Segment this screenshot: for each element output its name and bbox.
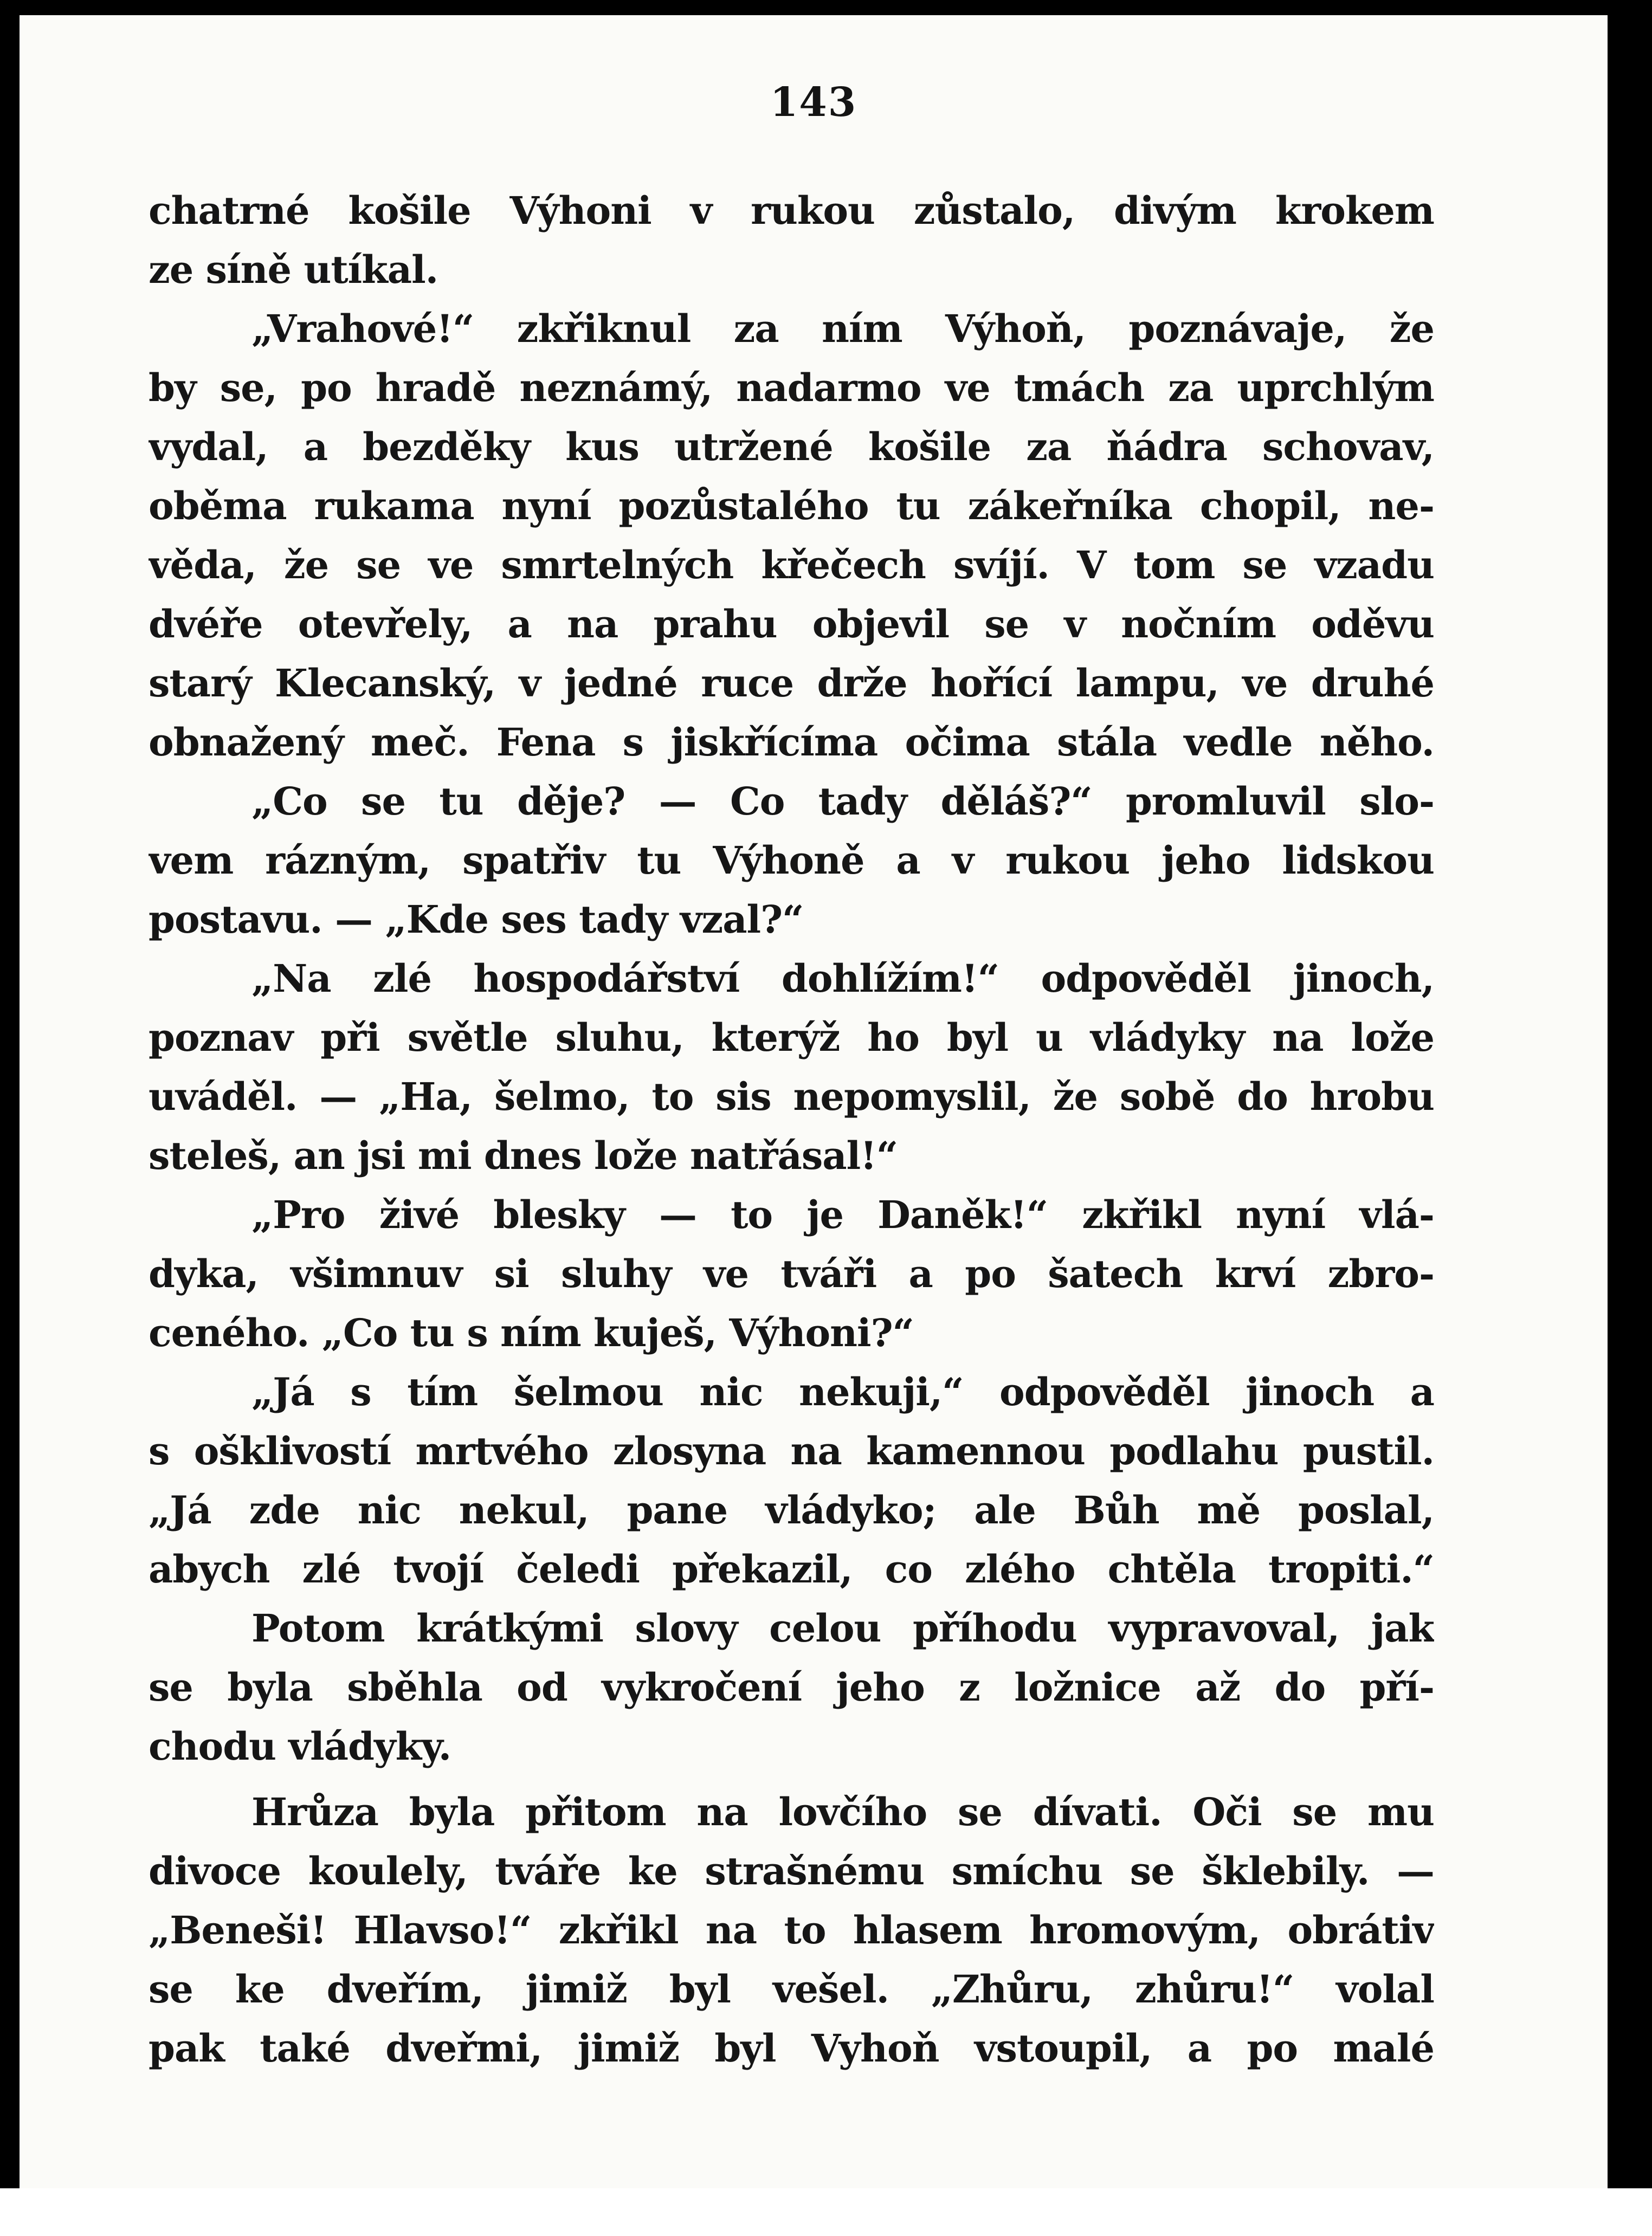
text-line: „Já zde nic nekul, pane vládyko; ale Bůh mě poslal, [149,1488,1434,1533]
text-line: Potom krátkými slovy celou příhodu vypravoval, jak [251,1606,1434,1651]
text-line: ze síně utíkal. [149,247,438,292]
text-line: oběma rukama nyní pozůstalého tu zákeřníka chopil, ne- [149,483,1434,528]
book-page [20,15,1608,2188]
text-line: Hrůza byla přitom na lovčího se dívati. Oči se mu [251,1789,1434,1834]
text-line: chodu vládyky. [149,1724,451,1769]
text-line: věda, že se ve smrtelných křečech svíjí. V tom se vzadu [149,542,1434,587]
text-line: chatrné košile Výhoni v rukou zůstalo, divým krokem [149,188,1434,233]
text-line: dvéře otevřely, a na prahu objevil se v nočním oděvu [149,602,1434,647]
text-line: divoce koulely, tváře ke strašnému smíchu se šklebily. — [149,1849,1434,1894]
text-line: „Já s tím šelmou nic nekuji,“ odpověděl jinoch a [251,1369,1434,1414]
text-line: ceného. „Co tu s ním kuješ, Výhoni?“ [149,1310,914,1355]
text-line: uváděl. — „Ha, šelmo, to sis nepomyslil, že sobě do hrobu [149,1074,1434,1119]
text-line: postavu. — „Kde ses tady vzal?“ [149,897,804,942]
text-line: s ošklivostí mrtvého zlosyna na kamennou podlahu pustil. [149,1429,1434,1474]
page-number: 143 [770,79,857,126]
text-line: vem rázným, spatřiv tu Výhoně a v rukou jeho lidskou [149,838,1434,883]
text-line: se byla sběhla od vykročení jeho z ložnice až do pří- [149,1665,1434,1710]
text-line: „Co se tu děje? — Co tady děláš?“ promluvil slo- [251,779,1434,824]
text-line: se ke dveřím, jimiž byl vešel. „Zhůru, zhůru!“ volal [149,1967,1434,2012]
text-line: dyka, všimnuv si sluhy ve tváři a po šatech krví zbro- [149,1251,1434,1296]
text-line: poznav při světle sluhu, kterýž ho byl u vládyky na lože [149,1015,1434,1060]
text-line: pak také dveřmi, jimiž byl Vyhoň vstoupil, a po malé [149,2026,1434,2071]
text-line: steleš, an jsi mi dnes lože natřásal!“ [149,1133,898,1178]
text-line: obnažený meč. Fena s jiskřícíma očima stála vedle něho. [149,720,1434,765]
text-line: „Na zlé hospodářství dohlížím!“ odpověděl jinoch, [251,956,1434,1001]
text-line: „Vrahové!“ zkřiknul za ním Výhoň, poznávaje, že [251,306,1434,351]
body-text [149,181,1434,2078]
text-line: starý Klecanský, v jedné ruce drže hořící lampu, ve druhé [149,661,1434,706]
text-line: „Beneši! Hlavso!“ zkřikl na to hlasem hromovým, obrátiv [149,1908,1434,1953]
text-line: vydal, a bezděky kus utržené košile za ňádra schovav, [149,424,1434,469]
scan-bottom-margin [0,2188,1652,2236]
text-line: „Pro živé blesky — to je Daněk!“ zkřikl nyní vlá- [251,1192,1434,1237]
text-line: by se, po hradě neznámý, nadarmo ve tmách za uprchlým [149,365,1434,410]
text-line: abych zlé tvojí čeledi překazil, co zlého chtěla tropiti.“ [149,1547,1434,1592]
